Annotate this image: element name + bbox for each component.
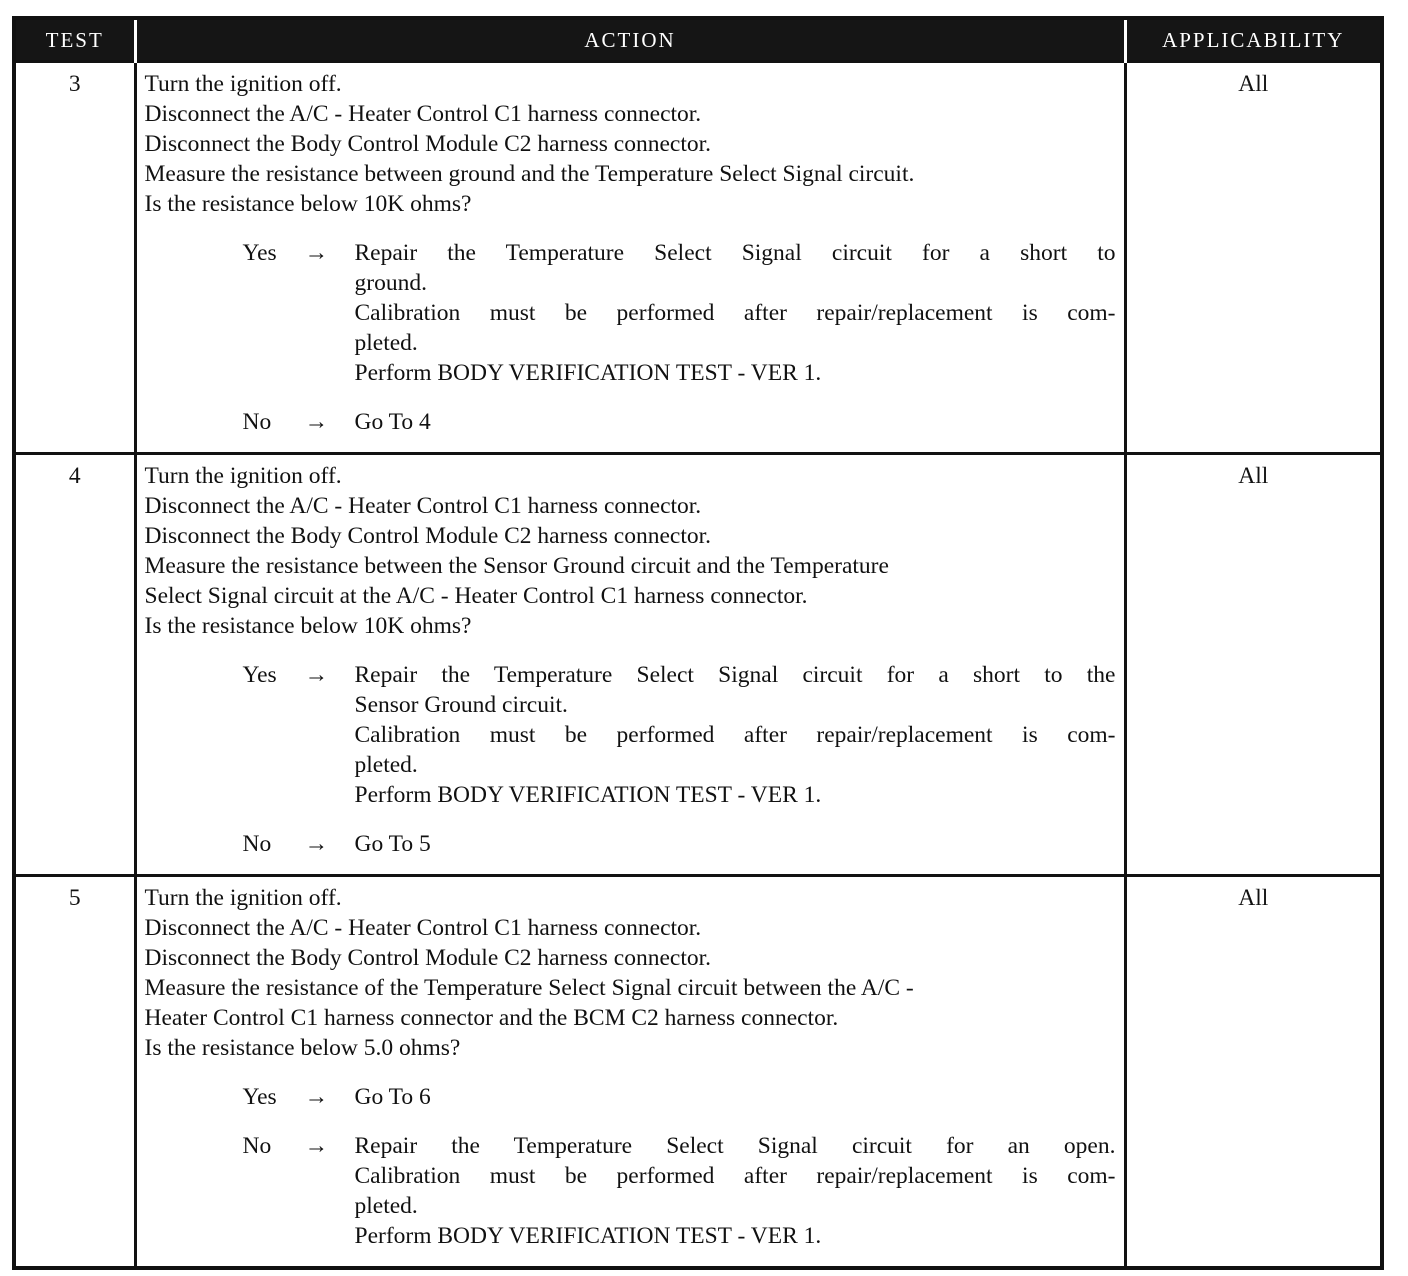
answer-result-line: ground. xyxy=(354,270,427,296)
action-step: Disconnect the A/C - Heater Control C1 harness connector. xyxy=(144,915,702,941)
answer-result-line: Repair the Temperature Select Signal circuit for a short to xyxy=(354,240,1116,266)
answer-label: No xyxy=(242,831,272,857)
answer-no xyxy=(145,1131,1116,1251)
arrow-right-icon: → xyxy=(304,1133,328,1159)
answer-label: Yes xyxy=(242,240,277,266)
action-step: Disconnect the Body Control Module C2 harness connector. xyxy=(144,945,712,971)
action-step: Is the resistance below 5.0 ohms? xyxy=(144,1035,461,1061)
diagnostic-test-table xyxy=(12,16,1384,1270)
arrow-right-icon: → xyxy=(304,240,328,266)
action-step: Disconnect the Body Control Module C2 harness connector. xyxy=(144,523,712,549)
header-test: TEST xyxy=(14,18,135,62)
action-step: Disconnect the A/C - Heater Control C1 harness connector. xyxy=(144,101,702,127)
arrow-right-icon: → xyxy=(304,831,328,857)
action-step: Disconnect the A/C - Heater Control C1 harness connector. xyxy=(144,493,702,519)
test-number: 3 xyxy=(14,62,135,454)
answer-result-line: Go To 4 xyxy=(354,409,431,435)
answer-result-line: Repair the Temperature Select Signal circuit for an open. xyxy=(354,1133,1116,1159)
action-step: Select Signal circuit at the A/C - Heater Control C1 harness connector. xyxy=(144,583,808,609)
answer-result-line: Perform BODY VERIFICATION TEST - VER 1. xyxy=(354,360,822,386)
answer-result xyxy=(355,1131,1116,1251)
answer-no xyxy=(145,829,1116,859)
action-step: Is the resistance below 10K ohms? xyxy=(144,191,472,217)
answer-yes xyxy=(145,1082,1116,1112)
answer-result xyxy=(355,238,1116,388)
answer-result xyxy=(355,407,1116,437)
answer-label: No xyxy=(242,409,272,435)
diagnostic-test-page xyxy=(12,16,1380,1264)
action-step: Measure the resistance of the Temperature Select Signal circuit between the A/C - xyxy=(144,975,914,1001)
answer-result xyxy=(355,660,1116,810)
answer-result xyxy=(355,829,1116,859)
arrow-right-icon: → xyxy=(304,662,328,688)
answer-result xyxy=(355,1082,1116,1112)
arrow-right-icon: → xyxy=(304,1084,328,1110)
answer-result-line: pleted. xyxy=(354,330,418,356)
answer-result-line: pleted. xyxy=(354,752,418,778)
answer-result-line: Calibration must be performed after repair/replacement is com- xyxy=(354,300,1116,326)
action-cell xyxy=(135,454,1125,876)
table-body xyxy=(14,62,1382,1269)
answer-result-line: pleted. xyxy=(354,1193,418,1219)
answer-no xyxy=(145,407,1116,437)
action-step: Disconnect the Body Control Module C2 harness connector. xyxy=(144,131,712,157)
action-step: Measure the resistance between ground and the Temperature Select Signal circuit. xyxy=(144,161,915,187)
action-step: Measure the resistance between the Sensor Ground circuit and the Temperature xyxy=(144,553,889,579)
answer-result-line: Calibration must be performed after repair/replacement is com- xyxy=(354,1163,1116,1189)
table-row xyxy=(14,62,1382,454)
arrow-right-icon: → xyxy=(304,409,328,435)
answer-label: Yes xyxy=(242,1084,277,1110)
header-action: ACTION xyxy=(135,18,1125,62)
action-cell xyxy=(135,876,1125,1269)
answer-label: No xyxy=(242,1133,272,1159)
applicability-cell: All xyxy=(1125,876,1382,1269)
action-step: Turn the ignition off. xyxy=(144,885,342,911)
answer-yes xyxy=(145,660,1116,810)
test-number: 5 xyxy=(14,876,135,1269)
action-step: Turn the ignition off. xyxy=(144,463,342,489)
table-header-row xyxy=(14,18,1382,62)
action-step: Turn the ignition off. xyxy=(144,71,342,97)
answer-result-line: Sensor Ground circuit. xyxy=(354,692,568,718)
table-row xyxy=(14,876,1382,1269)
header-applicability: APPLICABILITY xyxy=(1125,18,1382,62)
answer-result-line: Go To 5 xyxy=(354,831,431,857)
answer-yes xyxy=(145,238,1116,388)
applicability-cell: All xyxy=(1125,62,1382,454)
answer-label: Yes xyxy=(242,662,277,688)
answer-result-line: Perform BODY VERIFICATION TEST - VER 1. xyxy=(354,782,822,808)
answer-result-line: Perform BODY VERIFICATION TEST - VER 1. xyxy=(354,1223,822,1249)
answer-result-line: Calibration must be performed after repair/replacement is com- xyxy=(354,722,1116,748)
answer-result-line: Repair the Temperature Select Signal circuit for a short to the xyxy=(354,662,1116,688)
action-cell xyxy=(135,62,1125,454)
table-row xyxy=(14,454,1382,876)
action-step: Heater Control C1 harness connector and the BCM C2 harness connector. xyxy=(144,1005,839,1031)
action-step: Is the resistance below 10K ohms? xyxy=(144,613,472,639)
applicability-cell: All xyxy=(1125,454,1382,876)
test-number: 4 xyxy=(14,454,135,876)
answer-result-line: Go To 6 xyxy=(354,1084,431,1110)
